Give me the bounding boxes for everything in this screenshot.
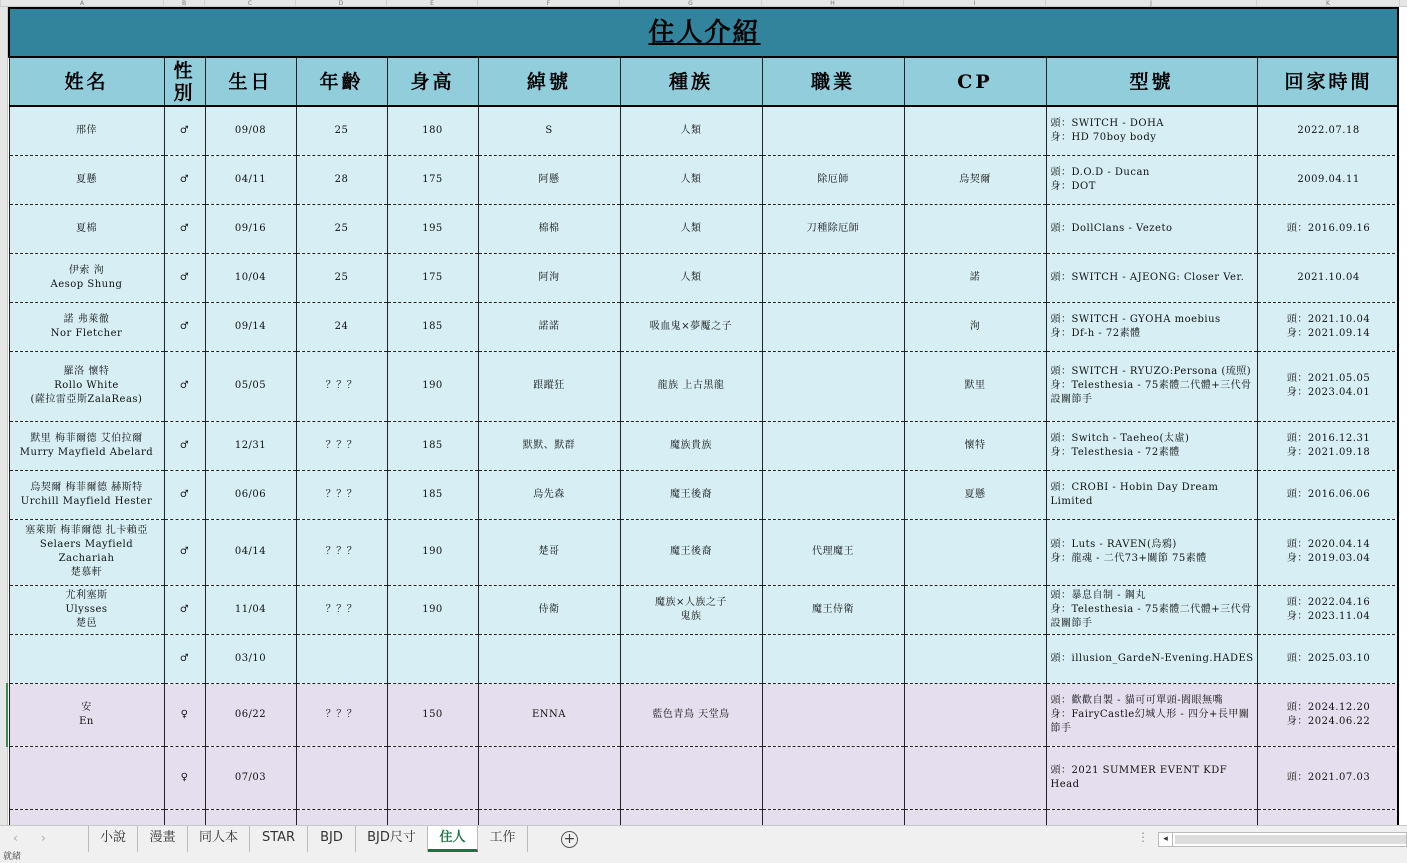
cell-job[interactable] bbox=[762, 302, 904, 351]
cell-race[interactable]: 人類 bbox=[620, 106, 762, 155]
table-row bbox=[9, 421, 1399, 470]
cell-name[interactable] bbox=[9, 809, 164, 825]
cell-birthday[interactable]: 04/11 bbox=[205, 155, 296, 204]
cell-age[interactable]: ？？？ bbox=[296, 470, 387, 519]
tab-sheet[interactable]: 同人本 bbox=[188, 826, 250, 852]
cell-home[interactable]: 頭：2024.12.20 身：2024.06.22 bbox=[1257, 683, 1399, 746]
cell-sex[interactable]: ♂ bbox=[164, 351, 205, 421]
cell-home[interactable]: 頭：2025.03.10 bbox=[1257, 634, 1399, 683]
sheet-tab-bar bbox=[0, 825, 1407, 852]
cell-race[interactable]: 龍族 上古黑龍 bbox=[620, 351, 762, 421]
cell-height[interactable] bbox=[387, 746, 478, 809]
cell-job[interactable]: 刀種除厄師 bbox=[762, 204, 904, 253]
cell-nickname[interactable]: 侍衛 bbox=[478, 585, 620, 634]
cell-birthday[interactable]: 09/16 bbox=[205, 204, 296, 253]
tab-sheet[interactable]: 住人 bbox=[428, 826, 478, 852]
cell-sex[interactable]: ♂ bbox=[164, 519, 205, 585]
cell-name[interactable]: 尤利塞斯 Ulysses 楚邑 bbox=[9, 585, 164, 634]
header-cell[interactable]: 型號 bbox=[1046, 57, 1257, 106]
cell-nickname[interactable]: 棉棉 bbox=[478, 204, 620, 253]
cell-sex[interactable]: ♀ bbox=[164, 746, 205, 809]
cell-height[interactable] bbox=[387, 809, 478, 825]
cell-job[interactable] bbox=[762, 421, 904, 470]
header-cell[interactable]: 綽號 bbox=[478, 57, 620, 106]
cell-race[interactable] bbox=[620, 809, 762, 825]
cell-height[interactable]: 185 bbox=[387, 421, 478, 470]
cell-home[interactable]: 頭：2020.04.14 身：2019.03.04 bbox=[1257, 519, 1399, 585]
cell-sex[interactable] bbox=[164, 809, 205, 825]
cell-nickname[interactable]: 烏先森 bbox=[478, 470, 620, 519]
scroll-left-icon[interactable]: ◂ bbox=[1159, 833, 1173, 846]
cell-cp[interactable]: 烏契爾 bbox=[904, 155, 1046, 204]
cell-race[interactable] bbox=[620, 634, 762, 683]
column-letter[interactable]: D bbox=[296, 0, 387, 6]
cell-home[interactable]: 頭：2016.09.16 bbox=[1257, 204, 1399, 253]
cell-sex[interactable]: ♂ bbox=[164, 155, 205, 204]
cell-cp[interactable] bbox=[904, 519, 1046, 585]
header-row bbox=[9, 57, 1399, 106]
table-row bbox=[9, 519, 1399, 585]
cell-model[interactable]: 頭：illusion_GardeN-Evening.HADES bbox=[1046, 634, 1257, 683]
header-cell[interactable]: 性別 bbox=[164, 57, 205, 106]
cell-model[interactable]: 頭：暴息自制 - 鋼丸 身：Telesthesia - 75素體二代體+三代骨設關節手 bbox=[1046, 585, 1257, 634]
cell-job[interactable]: 除厄師 bbox=[762, 155, 904, 204]
table-row bbox=[9, 634, 1399, 683]
cell-nickname[interactable] bbox=[478, 746, 620, 809]
column-letter[interactable]: E bbox=[387, 0, 478, 6]
cell-age[interactable] bbox=[296, 634, 387, 683]
cell-cp[interactable]: 夏懸 bbox=[904, 470, 1046, 519]
cell-sex[interactable]: ♂ bbox=[164, 253, 205, 302]
cell-cp[interactable] bbox=[904, 634, 1046, 683]
header-cell[interactable]: 姓名 bbox=[9, 57, 164, 106]
cell-nickname[interactable]: 阿懸 bbox=[478, 155, 620, 204]
cell-age[interactable]: ？？？ bbox=[296, 519, 387, 585]
cell-height[interactable]: 175 bbox=[387, 155, 478, 204]
cell-birthday[interactable]: 09/08 bbox=[205, 106, 296, 155]
cell-race[interactable]: 魔族×人族之子 鬼族 bbox=[620, 585, 762, 634]
cell-birthday[interactable]: 04/14 bbox=[205, 519, 296, 585]
cell-home[interactable]: 頭：2016.06.06 bbox=[1257, 470, 1399, 519]
cell-age[interactable]: 24 bbox=[296, 302, 387, 351]
status-bar: 就緒 bbox=[0, 852, 1407, 863]
header-cell[interactable]: 身高 bbox=[387, 57, 478, 106]
table-row bbox=[9, 470, 1399, 519]
cell-name[interactable]: 諾 弗萊徹 Nor Fletcher bbox=[9, 302, 164, 351]
cell-race[interactable] bbox=[620, 746, 762, 809]
cell-cp[interactable] bbox=[904, 585, 1046, 634]
cell-birthday[interactable]: 03/10 bbox=[205, 634, 296, 683]
tab-sheet[interactable]: 工作 bbox=[478, 826, 528, 852]
table-row bbox=[9, 155, 1399, 204]
cell-model[interactable]: 頭：2021 SUMMER EVENT KDF Head bbox=[1046, 746, 1257, 809]
cell-cp[interactable] bbox=[904, 683, 1046, 746]
column-letter[interactable]: A bbox=[1, 0, 164, 6]
tab-sheet[interactable]: BJD尺寸 bbox=[356, 826, 428, 852]
cell-height[interactable]: 190 bbox=[387, 519, 478, 585]
cell-sex[interactable]: ♂ bbox=[164, 106, 205, 155]
cell-home[interactable]: 2022.07.18 bbox=[1257, 106, 1399, 155]
tab-sheet[interactable]: STAR bbox=[250, 826, 308, 852]
cell-job[interactable] bbox=[762, 634, 904, 683]
table-row bbox=[9, 351, 1399, 421]
tab-sheet[interactable]: 小說 bbox=[88, 826, 138, 852]
cell-job[interactable] bbox=[762, 106, 904, 155]
add-sheet-button[interactable]: + bbox=[561, 831, 578, 848]
header-cell[interactable]: 職業 bbox=[762, 57, 904, 106]
cell-model[interactable]: 頭：Luts - RAVEN(烏鴉) 身：龍魂 - 二代73+關節 75素體 bbox=[1046, 519, 1257, 585]
tab-prev-arrow-icon[interactable]: ‹ bbox=[13, 831, 18, 845]
header-cell[interactable]: CP bbox=[904, 57, 1046, 106]
cell-sex[interactable]: ♂ bbox=[164, 421, 205, 470]
cell-age[interactable]: 25 bbox=[296, 204, 387, 253]
cell-race[interactable]: 人類 bbox=[620, 253, 762, 302]
cell-name[interactable]: 邢倖 bbox=[9, 106, 164, 155]
cell-race[interactable]: 吸血鬼×夢魘之子 bbox=[620, 302, 762, 351]
tab-sheet[interactable]: BJD bbox=[308, 826, 356, 852]
cell-model[interactable]: 頭：D.O.D - Ducan 身：DOT bbox=[1046, 155, 1257, 204]
cell-age[interactable]: 28 bbox=[296, 155, 387, 204]
cell-age[interactable]: ？？？ bbox=[296, 351, 387, 421]
cell-name[interactable]: 夏棉 bbox=[9, 204, 164, 253]
cell-model[interactable]: 頭：SWITCH - DOHA 身：HD 70boy body bbox=[1046, 106, 1257, 155]
cell-cp[interactable] bbox=[904, 746, 1046, 809]
cell-race[interactable]: 魔王後裔 bbox=[620, 519, 762, 585]
table-row bbox=[9, 746, 1399, 809]
cell-birthday[interactable]: 11/04 bbox=[205, 585, 296, 634]
cell-job[interactable]: 代理魔王 bbox=[762, 519, 904, 585]
sheet-title[interactable]: 住人介紹 bbox=[9, 8, 1399, 57]
cell-model[interactable]: 頭：DollClans - Vezeto bbox=[1046, 204, 1257, 253]
cell-home[interactable]: 頭：2022.04.16 身：2023.11.04 bbox=[1257, 585, 1399, 634]
cell-home[interactable]: 2009.04.11 bbox=[1257, 155, 1399, 204]
cell-name[interactable] bbox=[9, 634, 164, 683]
cell-model[interactable]: 頭：CROBI - Hobin Day Dream Limited bbox=[1046, 470, 1257, 519]
cell-nickname[interactable]: 諾諾 bbox=[478, 302, 620, 351]
header-cell[interactable]: 種族 bbox=[620, 57, 762, 106]
cell-race[interactable]: 人類 bbox=[620, 204, 762, 253]
cell-sex[interactable]: ♂ bbox=[164, 585, 205, 634]
cell-height[interactable]: 195 bbox=[387, 204, 478, 253]
cell-race[interactable]: 魔族貴族 bbox=[620, 421, 762, 470]
cell-birthday[interactable]: 10/04 bbox=[205, 253, 296, 302]
cell-sex[interactable]: ♀ bbox=[164, 683, 205, 746]
table-row bbox=[9, 683, 1399, 746]
cell-age[interactable]: 25 bbox=[296, 106, 387, 155]
column-letter[interactable]: G bbox=[620, 0, 762, 6]
column-letter[interactable]: H bbox=[762, 0, 904, 6]
column-letter[interactable]: F bbox=[478, 0, 620, 6]
cell-name[interactable] bbox=[9, 746, 164, 809]
table-row bbox=[9, 253, 1399, 302]
cell-birthday[interactable]: 06/06 bbox=[205, 470, 296, 519]
cell-age[interactable]: ？？？ bbox=[296, 585, 387, 634]
cell-job[interactable] bbox=[762, 809, 904, 825]
cell-nickname[interactable]: 楚哥 bbox=[478, 519, 620, 585]
header-cell[interactable]: 年齡 bbox=[296, 57, 387, 106]
cell-model[interactable]: 頭：Switch - Taeheo(太虛) 身：Telesthesia - 72素體 bbox=[1046, 421, 1257, 470]
cell-job[interactable] bbox=[762, 253, 904, 302]
cell-birthday[interactable]: 05/05 bbox=[205, 351, 296, 421]
cell-cp[interactable] bbox=[904, 809, 1046, 825]
cell-job[interactable] bbox=[762, 683, 904, 746]
cell-nickname[interactable]: 阿洵 bbox=[478, 253, 620, 302]
spreadsheet-grid[interactable] bbox=[8, 7, 1399, 825]
cell-age[interactable] bbox=[296, 746, 387, 809]
cell-sex[interactable]: ♂ bbox=[164, 470, 205, 519]
cell-model[interactable] bbox=[1046, 809, 1257, 825]
cell-cp[interactable]: 懷特 bbox=[904, 421, 1046, 470]
cell-race[interactable]: 人類 bbox=[620, 155, 762, 204]
cell-nickname[interactable]: 默默、默群 bbox=[478, 421, 620, 470]
cell-name[interactable]: 伊索 洵 Aesop Shung bbox=[9, 253, 164, 302]
cell-birthday[interactable]: 12/31 bbox=[205, 421, 296, 470]
column-letter[interactable]: C bbox=[205, 0, 296, 6]
cell-age[interactable]: ？？？ bbox=[296, 421, 387, 470]
tab-sheet[interactable]: 漫畫 bbox=[138, 826, 188, 852]
cell-cp[interactable]: 諾 bbox=[904, 253, 1046, 302]
table-row bbox=[9, 106, 1399, 155]
cell-name[interactable]: 烏契爾 梅菲爾德 赫斯特 Urchill Mayfield Hester bbox=[9, 470, 164, 519]
cell-birthday[interactable]: 07/03 bbox=[205, 746, 296, 809]
cell-model[interactable]: 頭：SWITCH - GYOHA moebius 身：Df-h - 72素體 bbox=[1046, 302, 1257, 351]
horizontal-scrollbar[interactable] bbox=[1158, 832, 1407, 847]
more-options-icon[interactable]: ⋮ bbox=[1137, 830, 1149, 844]
cell-job[interactable]: 魔王侍衛 bbox=[762, 585, 904, 634]
cell-name[interactable]: 安 En bbox=[9, 683, 164, 746]
cell-home[interactable]: 頭：2016.12.31 身：2021.09.18 bbox=[1257, 421, 1399, 470]
cell-race[interactable]: 藍色青鳥 天堂鳥 bbox=[620, 683, 762, 746]
cell-height[interactable]: 175 bbox=[387, 253, 478, 302]
cell-nickname[interactable]: ENNA bbox=[478, 683, 620, 746]
table-row bbox=[9, 302, 1399, 351]
cell-nickname[interactable] bbox=[478, 634, 620, 683]
cell-nickname[interactable] bbox=[478, 809, 620, 825]
table-row bbox=[9, 204, 1399, 253]
cell-nickname[interactable]: S bbox=[478, 106, 620, 155]
cell-model[interactable]: 頭：SWITCH - AJEONG: Closer Ver. bbox=[1046, 253, 1257, 302]
tab-next-arrow-icon[interactable]: › bbox=[41, 831, 46, 845]
cell-race[interactable]: 魔王後裔 bbox=[620, 470, 762, 519]
column-header-bar bbox=[0, 0, 1407, 7]
cell-home[interactable]: 2021.10.04 bbox=[1257, 253, 1399, 302]
scroll-thumb[interactable] bbox=[1175, 835, 1406, 844]
cell-name[interactable]: 默里 梅菲爾德 艾伯拉爾 Murry Mayfield Abelard bbox=[9, 421, 164, 470]
column-letter[interactable]: B bbox=[164, 0, 205, 6]
cell-sex[interactable]: ♂ bbox=[164, 204, 205, 253]
cell-age[interactable] bbox=[296, 809, 387, 825]
cell-birthday[interactable]: 06/22 bbox=[205, 683, 296, 746]
cell-name[interactable]: 夏懸 bbox=[9, 155, 164, 204]
cell-job[interactable] bbox=[762, 470, 904, 519]
cell-home[interactable]: 頭：2021.07.03 bbox=[1257, 746, 1399, 809]
header-cell[interactable]: 生日 bbox=[205, 57, 296, 106]
cell-name[interactable]: 塞萊斯 梅菲爾德 扎卡賴亞 Selaers Mayfield Zachariah 楚慕軒 bbox=[9, 519, 164, 585]
cell-age[interactable]: ？？？ bbox=[296, 683, 387, 746]
cell-birthday[interactable] bbox=[205, 809, 296, 825]
row-header-bar bbox=[0, 7, 8, 825]
column-letter[interactable]: I bbox=[904, 0, 1046, 6]
cell-height[interactable]: 185 bbox=[387, 470, 478, 519]
cell-job[interactable] bbox=[762, 746, 904, 809]
cell-home[interactable]: 頭：2021.10.04 身：2021.09.14 bbox=[1257, 302, 1399, 351]
header-cell[interactable]: 回家時間 bbox=[1257, 57, 1399, 106]
cell-nickname[interactable]: 跟蹤狂 bbox=[478, 351, 620, 421]
column-letter[interactable]: K bbox=[1257, 0, 1400, 6]
cell-height[interactable]: 190 bbox=[387, 351, 478, 421]
cell-sex[interactable]: ♂ bbox=[164, 302, 205, 351]
cell-height[interactable]: 190 bbox=[387, 585, 478, 634]
table-row bbox=[9, 809, 1399, 825]
cell-name[interactable]: 羅洛 懷特 Rollo White (薩拉雷亞斯ZalaReas) bbox=[9, 351, 164, 421]
cell-cp[interactable] bbox=[904, 106, 1046, 155]
cell-height[interactable]: 185 bbox=[387, 302, 478, 351]
cell-home[interactable]: 頭：2021.05.05 身：2023.04.01 bbox=[1257, 351, 1399, 421]
cell-height[interactable]: 180 bbox=[387, 106, 478, 155]
cell-model[interactable]: 頭：SWITCH - RYUZO:Persona (琉照) 身：Telesthesia - 75素體二代體+三代骨設關節手 bbox=[1046, 351, 1257, 421]
cell-birthday[interactable]: 09/14 bbox=[205, 302, 296, 351]
cell-cp[interactable]: 洵 bbox=[904, 302, 1046, 351]
cell-height[interactable]: 150 bbox=[387, 683, 478, 746]
cell-job[interactable] bbox=[762, 351, 904, 421]
table-row bbox=[9, 585, 1399, 634]
cell-age[interactable]: 25 bbox=[296, 253, 387, 302]
column-letter[interactable]: J bbox=[1046, 0, 1257, 6]
cell-model[interactable]: 頭：歡歡自製 - 貓可可單頭-閻眼無嘴 身：FairyCastle幻城人形 - 四分+長甲關節手 bbox=[1046, 683, 1257, 746]
cell-cp[interactable] bbox=[904, 204, 1046, 253]
cell-sex[interactable]: ♂ bbox=[164, 634, 205, 683]
cell-cp[interactable]: 默里 bbox=[904, 351, 1046, 421]
cell-height[interactable] bbox=[387, 634, 478, 683]
cell-home[interactable] bbox=[1257, 809, 1399, 825]
